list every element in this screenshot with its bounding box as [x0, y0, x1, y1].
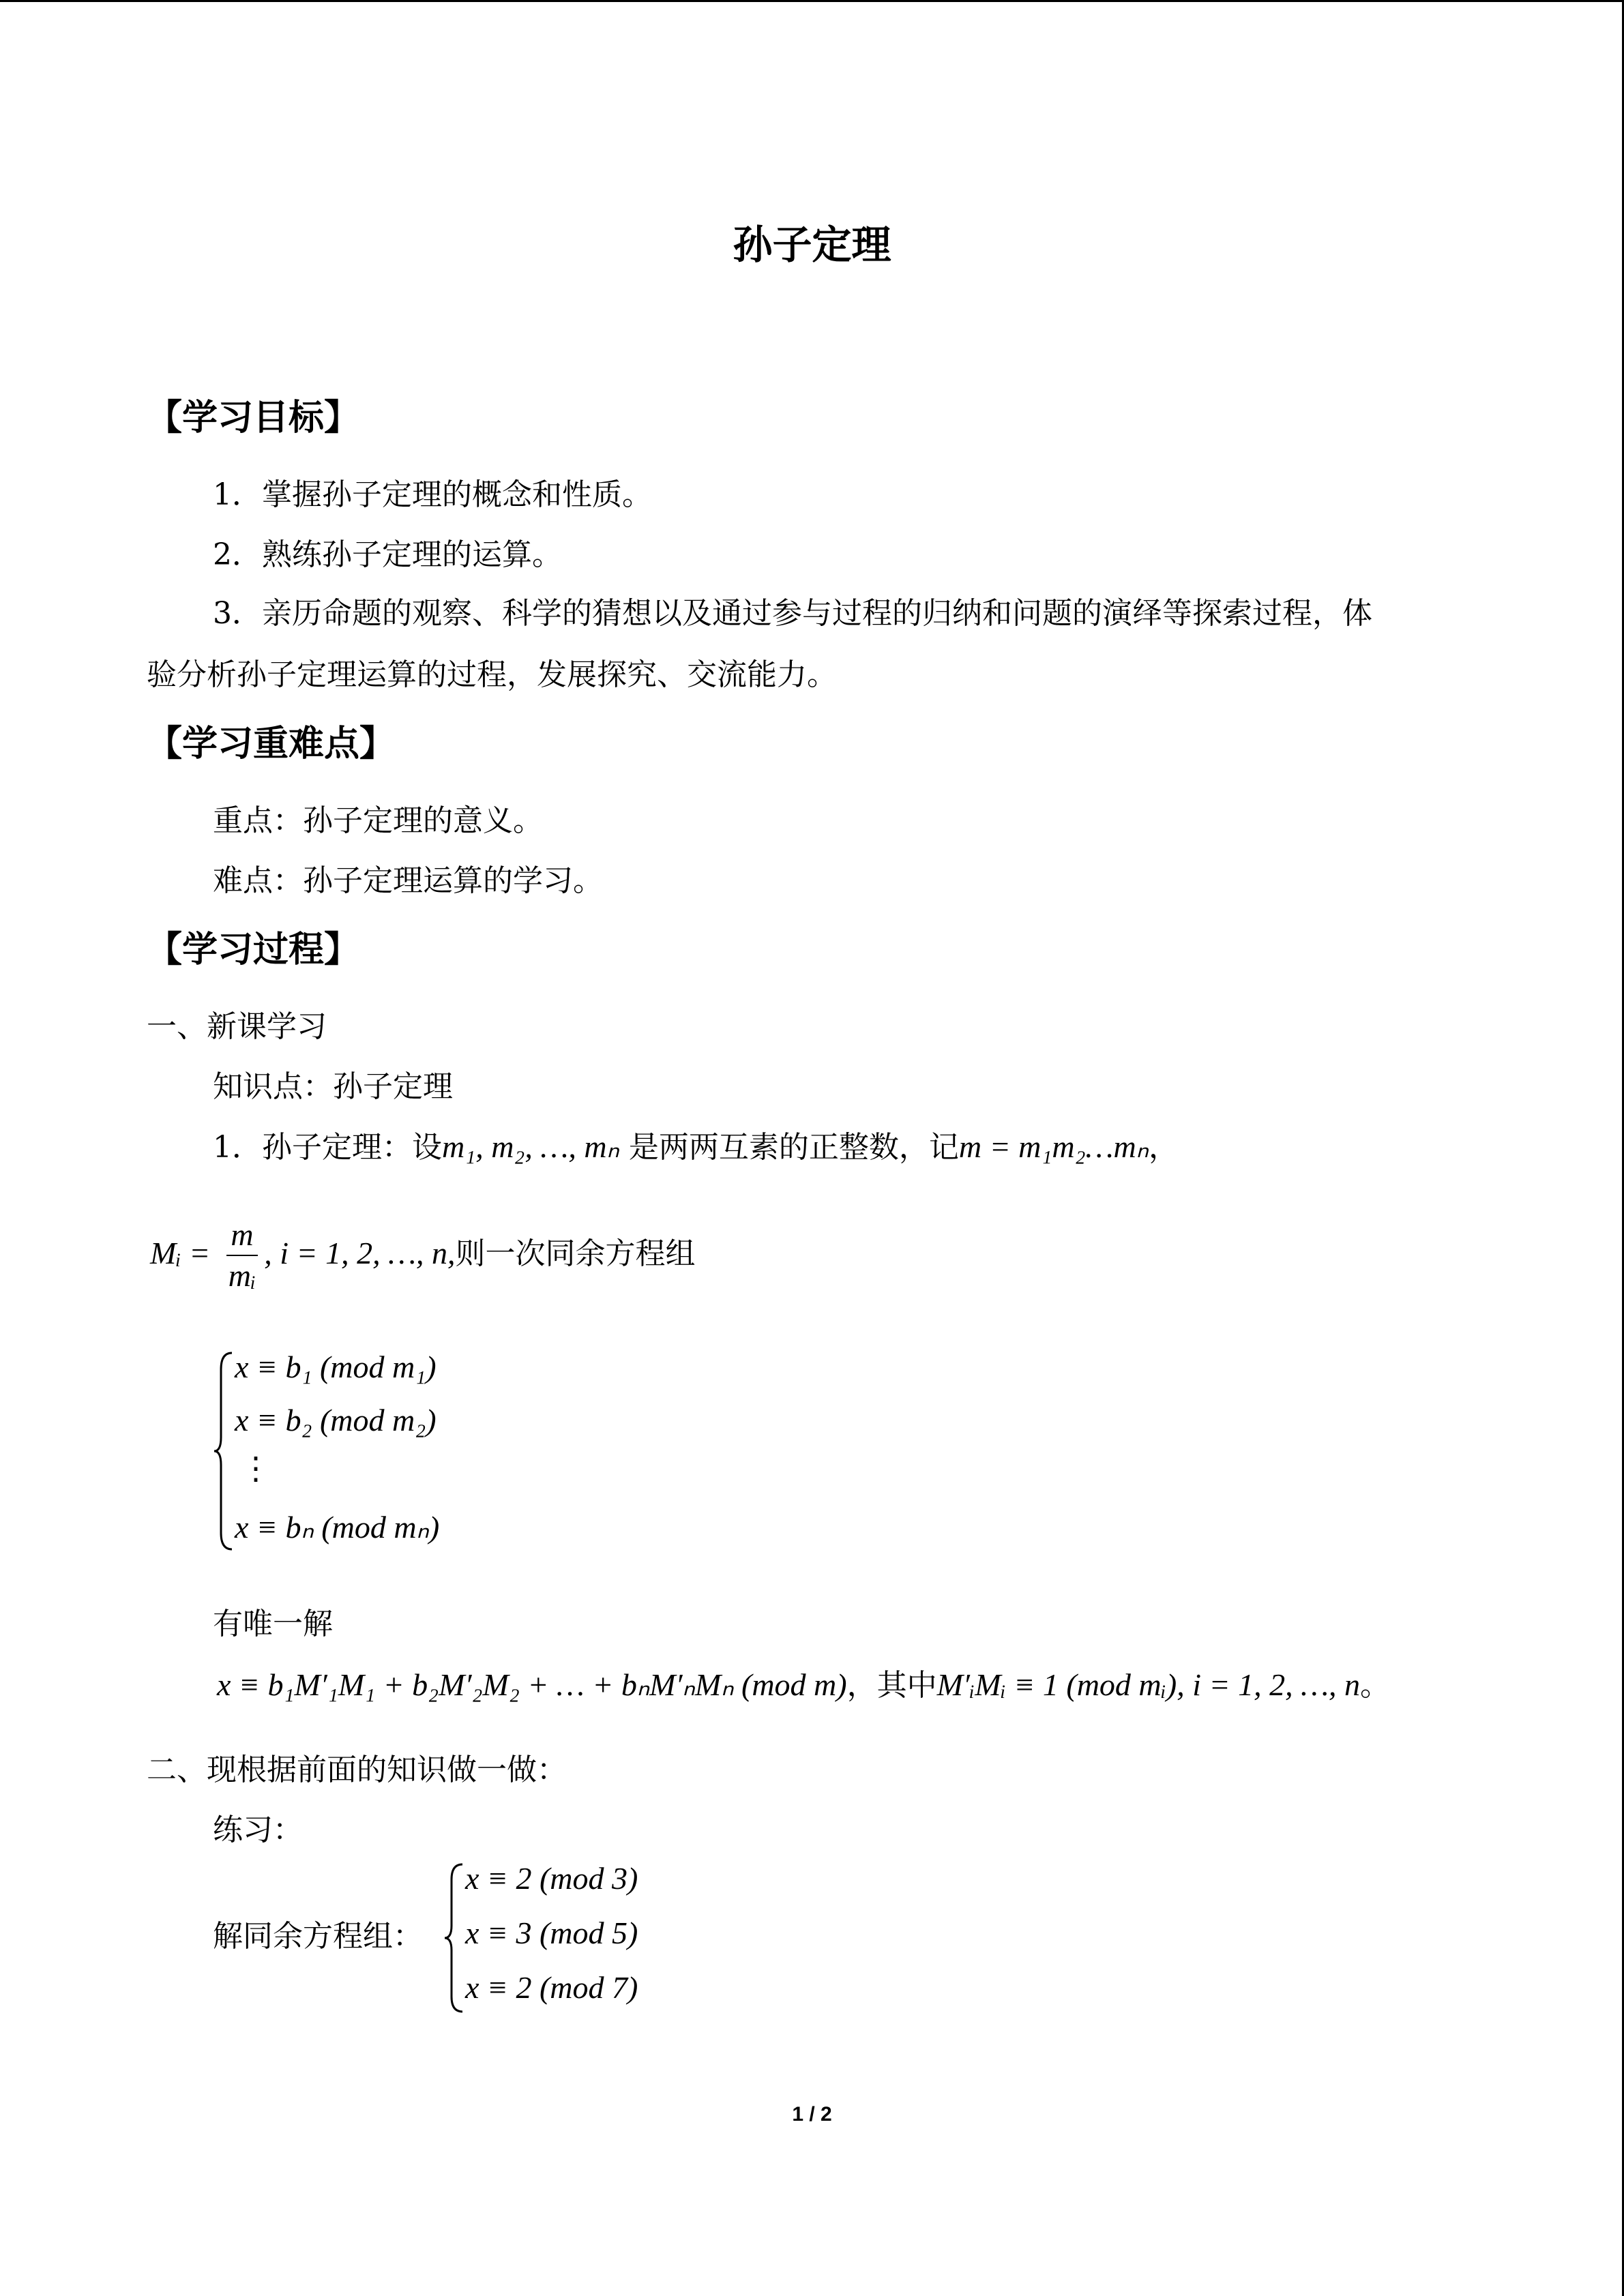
section-heading-key-points: 【学习重难点】 [147, 724, 396, 764]
system-row-dots: ⋮ [240, 1451, 271, 1486]
part-1-heading: 一、新课学习 [147, 1009, 327, 1044]
unique-solution-label: 有唯一解 [213, 1607, 333, 1641]
formula-Mi-tail: , i = 1, 2, …, n, [264, 1236, 456, 1270]
exercise-row-2: x ≡ 3 (mod 5) [465, 1915, 638, 1950]
key-point-important: 重点：孙子定理的意义。 [213, 803, 543, 838]
goal-2: 2．熟练孙子定理的运算。 [213, 537, 562, 572]
system-row-1: x ≡ b₁ (mod m₁) [235, 1350, 437, 1384]
goal-1: 1．掌握孙子定理的概念和性质。 [213, 477, 652, 512]
theorem-mid: 是两两互素的正整数，记 [628, 1130, 959, 1165]
page-number: 1 / 2 [792, 2103, 832, 2126]
page-title: 孙子定理 [733, 222, 891, 268]
left-brace-icon [443, 1860, 467, 2016]
formula-Mi-lhs: Mᵢ = [150, 1236, 211, 1270]
congruence-system [213, 1349, 486, 1567]
Mi-definition [150, 1215, 696, 1296]
fraction-m-over-mi [224, 1215, 261, 1296]
key-point-difficult: 难点：孙子定理运算的学习。 [213, 863, 603, 898]
part-2-heading: 二、现根据前面的知识做一做： [147, 1753, 567, 1787]
exercise-row-3: x ≡ 2 (mod 7) [465, 1970, 638, 2005]
goal-3-continued: 验分析孙子定理运算的过程，发展探究、交流能力。 [147, 657, 837, 692]
section-heading-goals: 【学习目标】 [147, 398, 360, 438]
then-text: 则一次同余方程组 [455, 1236, 696, 1271]
exercise-system [443, 1860, 675, 2024]
formula-m-list: m₁, m₂, …, mₙ [442, 1129, 619, 1164]
exercise-row-1: x ≡ 2 (mod 3) [465, 1861, 638, 1896]
theorem-statement: 1．孙子定理：设m₁, m₂, …, mₙ 是两两互素的正整数，记m = m₁m₂…mₙ， [213, 1129, 1179, 1165]
solve-label: 解同余方程组： [213, 1919, 423, 1954]
practice-label: 练习： [213, 1813, 303, 1847]
goal-3: 3．亲历命题的观察、科学的猜想以及通过参与过程的归纳和问题的演绎等探索过程，体 [213, 596, 1372, 631]
solution-line [217, 1664, 1390, 1708]
where-text: ，其中 [846, 1668, 937, 1703]
formula-condition: M′ᵢMᵢ ≡ 1 (mod mᵢ), i = 1, 2, …, n [936, 1667, 1360, 1702]
section-heading-process: 【学习过程】 [147, 929, 360, 970]
formula-solution: x ≡ b₁M′₁M₁ + b₂M′₂M₂ + … + bₙM′ₙMₙ (mod m) [217, 1667, 847, 1702]
formula-m-def: m = m₁m₂…mₙ [958, 1129, 1149, 1164]
top-border [0, 0, 1624, 2]
fraction-denominator: mᵢ [228, 1258, 256, 1293]
fraction-numerator: m [226, 1215, 257, 1256]
knowledge-point: 知识点：孙子定理 [213, 1069, 453, 1104]
system-row-2: x ≡ b₂ (mod m₂) [235, 1403, 437, 1437]
theorem-prefix: 1．孙子定理：设 [213, 1130, 442, 1165]
left-brace-icon [213, 1349, 236, 1553]
period: 。 [1359, 1668, 1390, 1703]
system-row-n: x ≡ bₙ (mod mₙ) [235, 1510, 440, 1545]
